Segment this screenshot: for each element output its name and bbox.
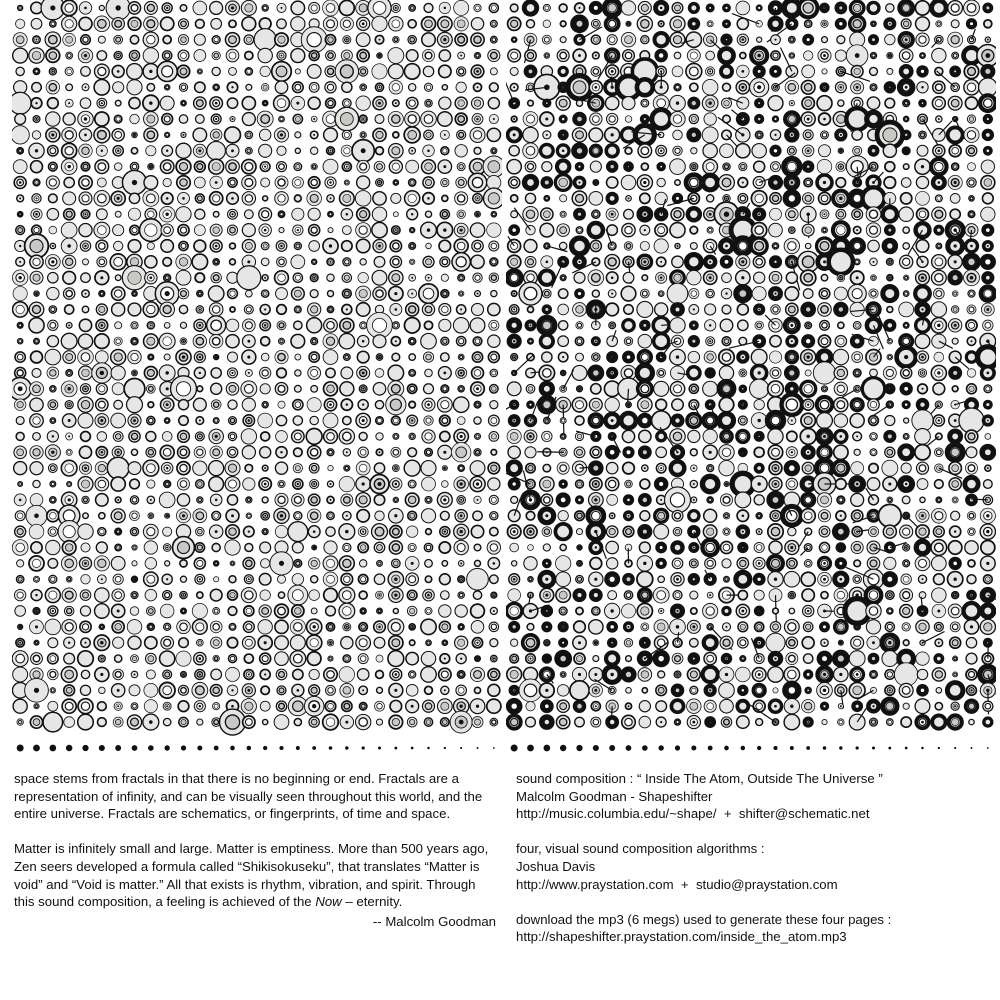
- composer-name: Malcolm Goodman - Shapeshifter: [516, 788, 713, 804]
- designer-email-link[interactable]: studio@praystation.com: [695, 876, 838, 892]
- composer-links: [516, 805, 986, 823]
- essay-emphasis-now: Now: [315, 894, 342, 910]
- composer-links-separator: +: [723, 806, 732, 822]
- essay-column: [14, 770, 496, 930]
- circle-grid: [12, 0, 502, 735]
- circle-pattern-right: [506, 0, 996, 760]
- download-heading: download the mp3 (6 megs) used to generate these four pages :: [516, 911, 892, 927]
- composer-email-link[interactable]: shifter@schematic.net: [738, 806, 870, 822]
- composition-title: sound composition : “ Inside The Atom, Outside The Universe ”: [516, 771, 883, 786]
- essay-paragraph-1: space stems from fractals in that there is no beginning or end. Fractals are a representation of infinity, and can be visually seen throughout this world, and the entire universe. Fractals are schematics, or fingerprints, of time and space.: [14, 771, 483, 822]
- fading-dot-row: [511, 745, 989, 752]
- essay-signature: -- Malcolm Goodman: [372, 913, 496, 929]
- designer-links: [516, 876, 986, 894]
- designer-links-separator: +: [680, 876, 689, 892]
- composer-site-link[interactable]: http://music.columbia.edu/~shape/: [516, 806, 717, 822]
- credits-column: [516, 770, 986, 946]
- essay-paragraph-2: [14, 840, 496, 910]
- essay-paragraph-2-start: Matter is infinitely small and large. Matter is emptiness. More than 500 years ago, Zen seers developed a formula called “Shikisokuseku”, that translates “Matter is void” and “Void is matter.” All that exists is rhythm, vibration, and spirit. Through this sound composition, a feeling is achieved of the: [14, 841, 489, 910]
- spacer: [516, 823, 986, 841]
- circle-pattern-left-svg: [12, 0, 502, 760]
- circle-grid: [506, 0, 996, 730]
- download-link[interactable]: http://shapeshifter.praystation.com/inside_the_atom.mp3: [516, 929, 847, 945]
- essay-paragraph-2-end: – eternity.: [341, 894, 403, 910]
- algorithms-heading: four, visual sound composition algorithms :: [516, 841, 765, 857]
- designer-site-link[interactable]: http://www.praystation.com: [516, 876, 674, 892]
- spacer: [516, 893, 986, 911]
- circle-pattern-right-svg: [506, 0, 996, 760]
- designer-name: Joshua Davis: [516, 858, 596, 874]
- fading-dot-row: [17, 745, 495, 752]
- circle-pattern-left: [12, 0, 502, 760]
